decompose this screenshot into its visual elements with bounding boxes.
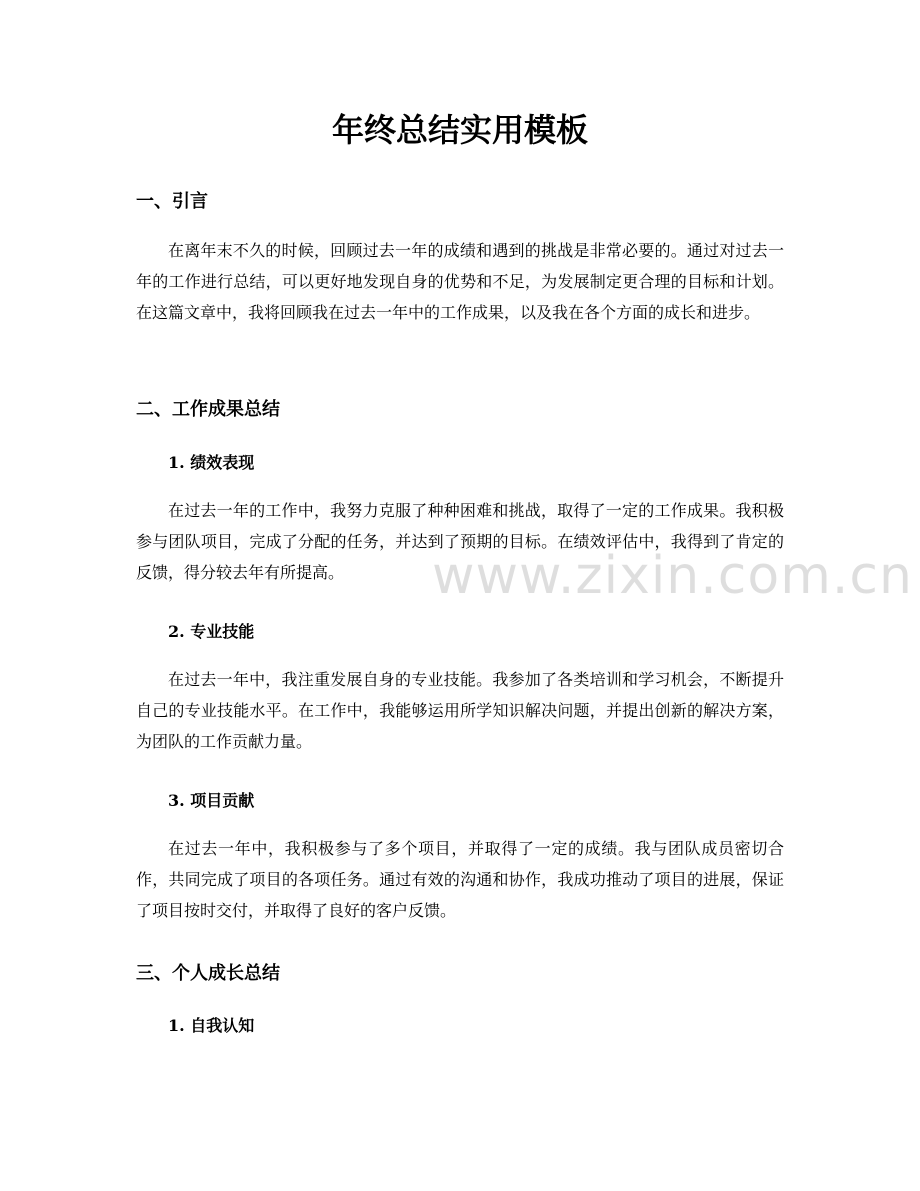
- subheading-self-awareness: 1. 自我认知: [168, 1016, 255, 1035]
- project-contribution-paragraph: 在过去一年中，我积极参与了多个项目，并取得了一定的成绩。我与团队成员密切合作，共同完成了项目的各项任务。通过有效的沟通和协作，我成功推动了项目的进展，保证了项目按时交付，并取得了良好的客户反馈。: [136, 839, 784, 920]
- section-heading-work-results: 二、工作成果总结: [136, 399, 280, 420]
- performance-paragraph: 在过去一年的工作中，我努力克服了种种困难和挑战，取得了一定的工作成果。我积极参与团队项目，完成了分配的任务，并达到了预期的目标。在绩效评估中，我得到了肯定的反馈，得分较去年有所提高。: [136, 501, 784, 582]
- subheading-professional-skills: 2. 专业技能: [168, 622, 255, 641]
- subheading-performance: 1. 绩效表现: [168, 453, 255, 472]
- professional-skills-paragraph: 在过去一年中，我注重发展自身的专业技能。我参加了各类培训和学习机会，不断提升自己的专业技能水平。在工作中，我能够运用所学知识解决问题，并提出创新的解决方案，为团队的工作贡献力量。: [136, 670, 784, 751]
- subheading-project-contribution: 3. 项目贡献: [168, 791, 255, 810]
- watermark: www.zixin.com.cn: [432, 546, 913, 606]
- introduction-paragraph: 在离年末不久的时候，回顾过去一年的成绩和遇到的挑战是非常必要的。通过对过去一年的工作进行总结，可以更好地发现自身的优势和不足，为发展制定更合理的目标和计划。在这篇文章中，我将回顾我在过去一年中的工作成果，以及我在各个方面的成长和进步。: [136, 241, 784, 322]
- section-heading-introduction: 一、引言: [136, 191, 208, 212]
- section-heading-personal-growth: 三、个人成长总结: [136, 963, 280, 984]
- document-title: 年终总结实用模板: [331, 111, 588, 149]
